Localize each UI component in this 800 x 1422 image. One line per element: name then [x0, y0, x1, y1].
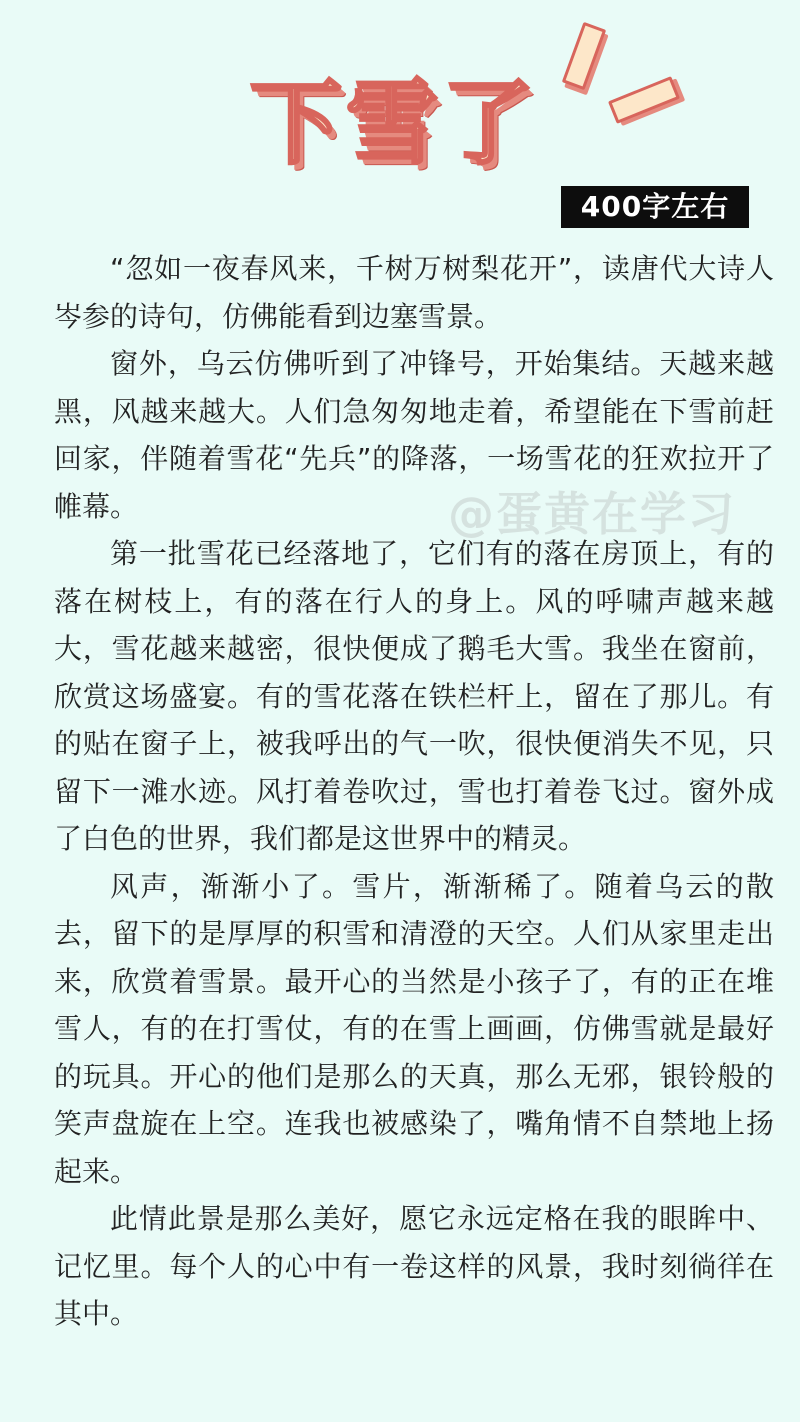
word-count-badge: 400字左右: [561, 186, 749, 228]
watermark: @蛋黄在学习: [448, 487, 736, 541]
title-block: [250, 70, 590, 188]
page-title: 下雪了: [250, 70, 539, 177]
essay-paragraph: 窗外，乌云仿佛听到了冲锋号，开始集结。天越来越黑，风越来越大。人们急匆匆地走着，希望能在下雪前赶回家，伴随着雪花“先兵”的降落，一场雪花的狂欢拉开了帷幕。: [54, 347, 774, 523]
essay-paragraph: “忽如一夜春风来，千树万树梨花开”，读唐代大诗人岑参的诗句，仿佛能看到边塞雪景。: [54, 252, 774, 333]
essay-paragraph: 风声，渐渐小了。雪片，渐渐稀了。随着乌云的散去，留下的是厚厚的积雪和清澄的天空。人们从家里走出来，欣赏着雪景。最开心的当然是小孩子了，有的正在堆雪人，有的在打雪仗，有的在雪上画画，仿佛雪就是最好的玩具。开心的他们是那么的天真，那么无邪，银铃般的笑声盘旋在上空。连我也被感染了，嘴角情不自禁地上扬起来。: [54, 869, 774, 1188]
title-decoration-stroke: [608, 76, 680, 124]
essay-paragraph: 第一批雪花已经落地了，它们有的落在房顶上，有的落在树枝上，有的落在行人的身上。风的呼啸声越来越大，雪花越来越密，很快便成了鹅毛大雪。我坐在窗前，欣赏这场盛宴。有的雪花落在铁栏杆上，留在了那儿。有的贴在窗子上，被我呼出的气一吹，很快便消失不见，只留下一滩水迹。风打着卷吹过，雪也打着卷飞过。窗外成了白色的世界，我们都是这世界中的精灵。: [54, 537, 774, 855]
essay-paragraph: 此情此景是那么美好，愿它永远定格在我的眼眸中、记忆里。每个人的心中有一卷这样的风景，我时刻徜徉在其中。: [54, 1202, 774, 1330]
essay-body: [54, 245, 774, 1338]
title-decoration-stroke: [562, 22, 606, 90]
